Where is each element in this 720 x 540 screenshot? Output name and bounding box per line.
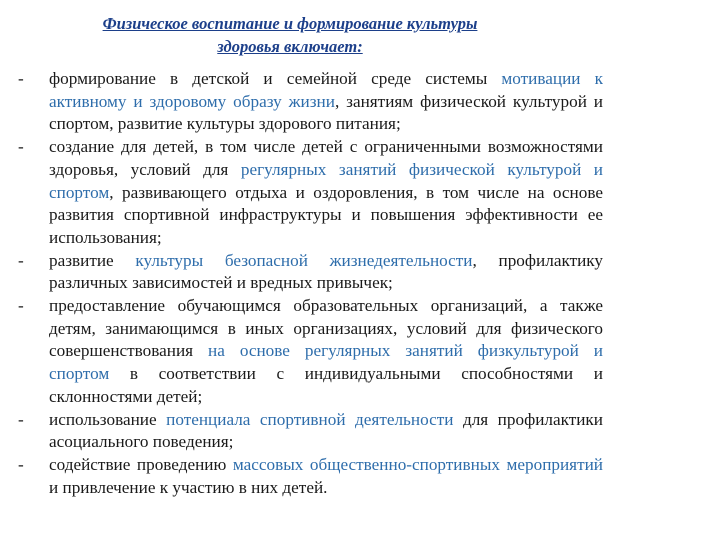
- bullet-dash: -: [18, 137, 24, 157]
- list-item: [0, 250, 603, 295]
- highlighted-segment: потенциала спортивной деятельности: [166, 409, 454, 429]
- title-line-2: здоровья включает:: [217, 37, 363, 56]
- bullet-dash: -: [18, 296, 24, 316]
- bullet-dash: -: [18, 69, 24, 88]
- bullet-list: [0, 68, 720, 499]
- text-segment: , профилактику различных зависимостей и вредных привычек;: [49, 250, 603, 293]
- list-item: [0, 68, 603, 136]
- highlighted-segment: на основе регулярных занятий физкультурой и спортом: [49, 341, 603, 384]
- highlighted-segment: массовых общественно-спортивных мероприятий: [232, 454, 603, 474]
- list-item: [0, 409, 603, 454]
- text-segment: содействие проведению: [49, 454, 233, 474]
- text-segment: и привлечение к участию в них детей.: [49, 477, 328, 497]
- item-text: [49, 251, 603, 293]
- text-segment: , развивающего отдыха и оздоровления, в том числе на основе развития спортивной инфраструктуры и повышения эффективности ее использования;: [49, 182, 603, 247]
- text-segment: создание для детей, в том числе детей с ограниченными возможностями здоровья, условий для: [49, 137, 603, 179]
- item-text: [49, 455, 603, 497]
- item-text: [49, 296, 603, 406]
- text-segment: , занятиям физической культурой и спортом, развитие культуры здорового питания;: [49, 91, 603, 134]
- text-segment: для профилактики асоциального поведения;: [49, 409, 603, 452]
- item-text: [49, 137, 603, 247]
- item-text: [49, 69, 603, 133]
- list-item: [0, 454, 603, 499]
- bullet-dash: -: [18, 409, 24, 429]
- text-segment: предоставление обучающимся образовательных организаций, а также детям, занимающимся в иных организациях, условий для физического совершенствования: [49, 296, 603, 361]
- item-text: [49, 410, 603, 452]
- text-segment: в соответствии с индивидуальными способностями и склонностями детей;: [49, 364, 603, 406]
- highlighted-segment: культуры безопасной жизнедеятельности: [135, 250, 473, 270]
- text-segment: использование: [49, 409, 167, 429]
- bullet-dash: -: [18, 454, 24, 474]
- title-line-1: Физическое воспитание и формирование культуры: [102, 14, 478, 33]
- list-item: [0, 295, 603, 409]
- text-segment: развитие: [49, 250, 136, 270]
- highlighted-segment: мотивации к активному и здоровому образу жизни: [49, 69, 603, 111]
- page-title: [30, 12, 550, 58]
- bullet-dash: -: [18, 250, 24, 270]
- list-item: [0, 136, 603, 250]
- text-segment: формирование в детской и семейной среде системы: [49, 69, 502, 88]
- highlighted-segment: регулярных занятий физической культурой и спортом: [49, 159, 604, 202]
